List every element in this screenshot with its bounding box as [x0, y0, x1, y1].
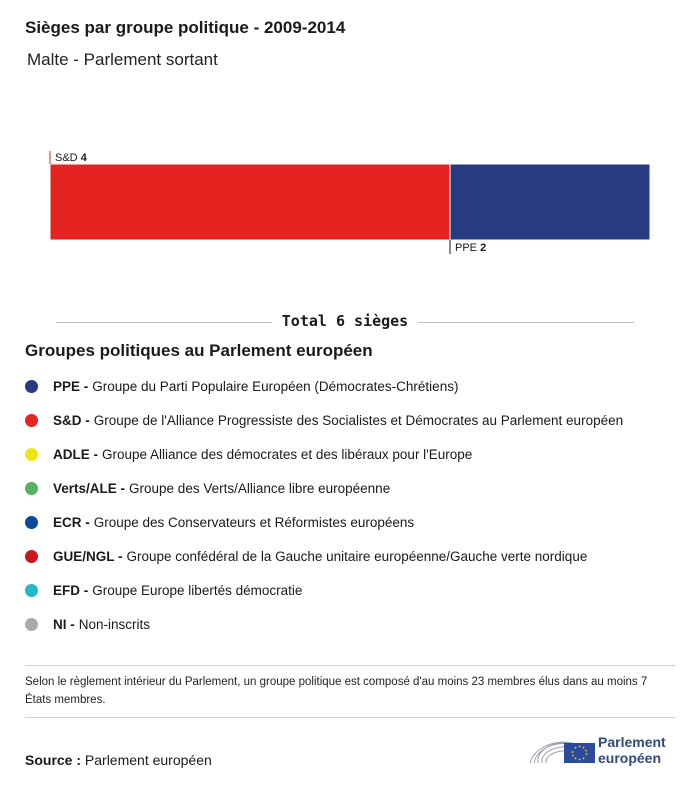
source-value: Parlement européen: [84, 752, 212, 768]
legend-text: Groupe Alliance des démocrates et des libéraux pour l'Europe: [102, 446, 473, 462]
legend-text: Groupe Europe libertés démocratie: [92, 582, 303, 598]
logo-line-1: Parlement: [598, 734, 666, 750]
divider-top: [25, 665, 675, 666]
legend-item: [25, 403, 623, 437]
seat-bar-chart: [0, 140, 700, 270]
data-label: [55, 152, 88, 164]
bar-segment-sd: [50, 164, 450, 240]
legend-dot-icon: [25, 482, 38, 495]
legend-item: [25, 505, 623, 539]
legend-abbr: PPE -: [53, 378, 89, 394]
legend-dot-icon: [25, 380, 38, 393]
legend-text: Groupe du Parti Populaire Européen (Démocrates-Chrétiens): [92, 378, 459, 394]
legend-title: Groupes politiques au Parlement européen: [25, 341, 373, 360]
source: [25, 752, 212, 768]
source-label: Source :: [25, 752, 82, 768]
data-label-value: 4: [80, 152, 87, 164]
legend-abbr: ECR -: [53, 514, 90, 530]
bar-segment-ppe: [450, 164, 650, 240]
legend-item: [25, 607, 623, 641]
legend-dot-icon: [25, 550, 38, 563]
legend-abbr: ADLE -: [53, 446, 98, 462]
data-label-category: PPE: [455, 242, 481, 254]
data-label-value: 2: [480, 242, 487, 254]
legend-item: [25, 369, 623, 403]
footnote: Selon le règlement intérieur du Parlement, un groupe politique est composé d'au moins 23 membres élus dans au moins 7 États membres.: [25, 676, 648, 706]
chart-subtitle: Malte - Parlement sortant: [27, 50, 218, 69]
hemicycle-flag-icon: [528, 727, 596, 772]
legend-item: [25, 437, 623, 471]
legend-abbr: GUE/NGL -: [53, 548, 123, 564]
data-label-category: S&D: [55, 152, 81, 164]
legend-abbr: EFD -: [53, 582, 89, 598]
logo-line-2: européen: [598, 750, 662, 766]
legend-text: Groupe des Verts/Alliance libre européenne: [129, 480, 391, 496]
legend-abbr: Verts/ALE -: [53, 480, 126, 496]
legend: [25, 369, 623, 641]
legend-text: Groupe des Conservateurs et Réformistes européens: [93, 514, 415, 530]
legend-dot-icon: [25, 584, 38, 597]
legend-dot-icon: [25, 618, 38, 631]
legend-abbr: NI -: [53, 616, 75, 632]
legend-item: [25, 539, 623, 573]
legend-abbr: S&D -: [53, 412, 90, 428]
legend-dot-icon: [25, 448, 38, 461]
total-label: Total 6 sièges: [281, 312, 409, 330]
chart-title: Sièges par groupe politique - 2009-2014: [25, 18, 346, 37]
total-seats: [56, 311, 634, 333]
legend-dot-icon: [25, 414, 38, 427]
divider-bottom: [25, 717, 675, 718]
legend-dot-icon: [25, 516, 38, 529]
european-parliament-logo: [528, 727, 678, 772]
logo-text: [598, 734, 666, 766]
legend-item: [25, 573, 623, 607]
legend-text: Groupe de l'Alliance Progressiste des Socialistes et Démocrates au Parlement européen: [93, 412, 624, 428]
data-label: [455, 242, 486, 254]
legend-item: [25, 471, 623, 505]
legend-text: Non-inscrits: [78, 616, 151, 632]
legend-text: Groupe confédéral de la Gauche unitaire européenne/Gauche verte nordique: [126, 548, 588, 564]
